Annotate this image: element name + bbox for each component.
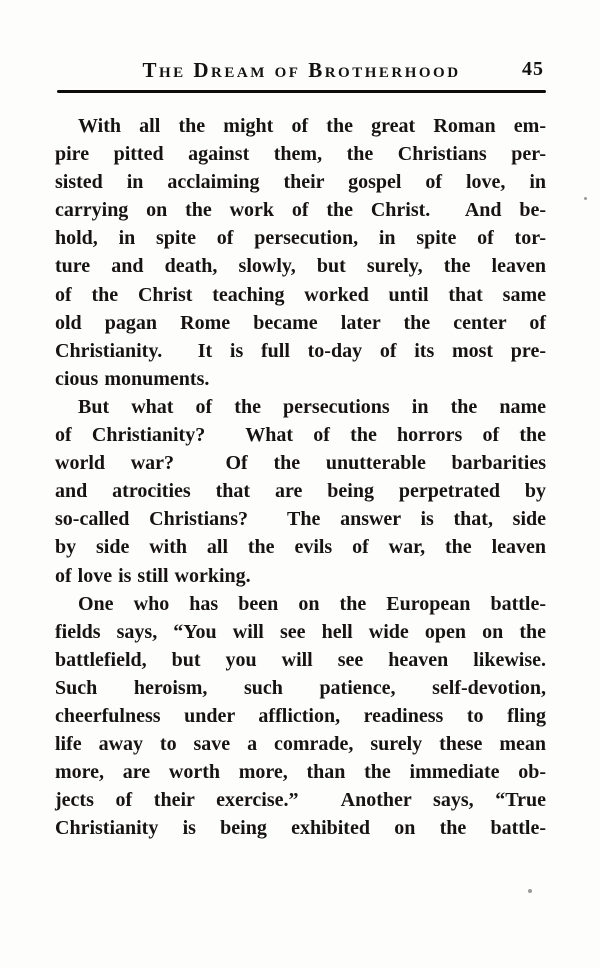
text-line: Such heroism, such patience, self-devotion, [55, 676, 546, 699]
text-line: But what of the persecutions in the name [78, 395, 546, 418]
running-header [57, 58, 546, 84]
text-line: Christianity. It is full to-day of its most pre- [55, 339, 546, 362]
paragraph [55, 112, 546, 393]
text-line: life away to save a comrade, surely these mean [55, 733, 546, 756]
text-line: With all the might of the great Roman em- [78, 115, 546, 137]
scan-speck [528, 889, 532, 893]
text-line: carrying on the work of the Christ. And be- [55, 199, 546, 222]
header-rule [57, 90, 546, 93]
text-line: of Christianity? What of the horrors of the [55, 424, 546, 447]
text-line: cheerfulness under affliction, readiness to fling [55, 704, 546, 727]
text-line: fields says, “You will see hell wide open on the [55, 620, 546, 643]
page-body [55, 112, 546, 842]
text-line: ture and death, slowly, but surely, the leaven [55, 255, 546, 278]
text-line: of love is still working. [55, 564, 251, 587]
page-number: 45 [522, 58, 544, 80]
text-line: hold, in spite of persecution, in spite of tor- [55, 227, 546, 250]
text-line: of the Christ teaching worked until that same [55, 283, 546, 306]
text-line: sisted in acclaiming their gospel of love, in [55, 171, 546, 194]
text-line: more, are worth more, than the immediate ob- [55, 761, 546, 784]
paragraph [55, 393, 546, 590]
text-line: and atrocities that are being perpetrated by [55, 480, 546, 503]
text-line: by side with all the evils of war, the leaven [55, 536, 546, 559]
text-line: battlefield, but you will see heaven likewise. [55, 648, 546, 671]
text-line: jects of their exercise.” Another says, “True [55, 789, 546, 812]
text-line: Christianity is being exhibited on the battle- [55, 817, 546, 840]
text-line: pire pitted against them, the Christians per- [55, 143, 546, 166]
paragraph [55, 590, 546, 843]
page-title: The Dream of Brotherhood [142, 58, 461, 82]
text-line: cious monuments. [55, 367, 210, 390]
text-line: One who has been on the European battle- [78, 592, 546, 615]
text-line: so-called Christians? The answer is that, side [55, 508, 546, 531]
text-line: world war? Of the unutterable barbarities [55, 452, 546, 475]
scan-speck [584, 197, 587, 200]
text-line: old pagan Rome became later the center of [55, 311, 546, 334]
